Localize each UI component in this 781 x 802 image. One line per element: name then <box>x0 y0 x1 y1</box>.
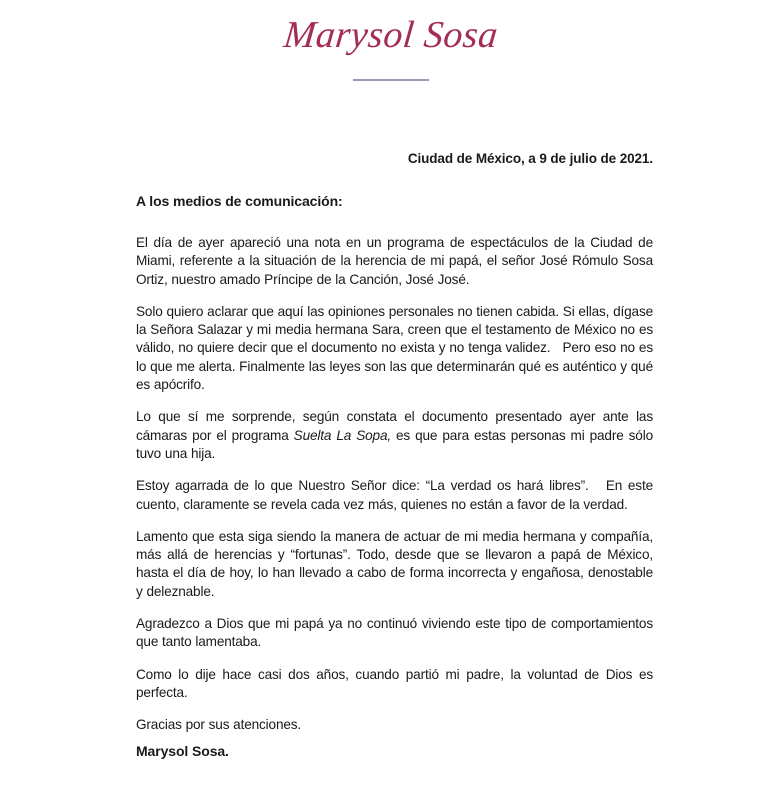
date-line: Ciudad de México, a 9 de julio de 2021. <box>407 151 653 166</box>
paragraph-5: Lamento que esta siga siendo la manera de actuar de mi media hermana y compañía, más allá de herencias y “fortunas”. Todo, desde que se llevaron a papá de México, hasta el día de hoy, lo han llevado a cabo de forma incorrecta y engañosa, denostable y deleznable. <box>136 528 657 599</box>
letterhead-name: Marysol Sosa <box>281 14 500 56</box>
paragraph-2: Solo quiero aclarar que aquí las opiniones personales no tienen cabida. Si ellas, dígase la Señora Salazar y mi media hermana Sara, creen que el testamento de México no es válido, no quiere decir que el documento no exista y no tenga validez. Pero eso no es lo que me alerta. Finalmente las leyes son las que determinarán qué es auténtico y qué es apócrifo. <box>136 303 657 393</box>
program-name-emphasis: Suelta La Sopa, <box>293 427 391 443</box>
letterhead-divider <box>353 79 429 81</box>
paragraph-1: El día de ayer apareció una nota en un programa de espectáculos de la Ciudad de Miami, referente a la situación de la herencia de mi papá, el señor José Rómulo Sosa Ortiz, nuestro amado Príncipe de la Canción, José José. <box>136 235 657 287</box>
signature-name: Marysol Sosa. <box>136 743 229 759</box>
paragraph-7: Como lo dije hace casi dos años, cuando partió mi padre, la voluntad de Dios es perfecta. <box>136 666 657 700</box>
letterhead <box>0 0 781 81</box>
paragraph-3-text-after: es que para estas personas mi padre sólo tuvo una hija. <box>136 427 657 461</box>
salutation: A los medios de comunicación: <box>136 193 343 209</box>
paragraph-3-text-before: Lo que sí me sorprende, según constata el documento presentado ayer ante las cámaras por el programa <box>136 409 657 443</box>
paragraph-8: Gracias por sus atenciones. <box>136 717 302 733</box>
paragraph-3 <box>136 408 657 463</box>
paragraph-6: Agradezco a Dios que mi papá ya no continuó viviendo este tipo de comportamientos que tanto lamentaba. <box>136 616 657 650</box>
paragraph-4: Estoy agarrada de lo que Nuestro Señor dice: “La verdad os hará libres”. En este cuento, claramente se revela cada vez más, quienes no están a favor de la verdad. <box>136 478 657 512</box>
letter-body <box>136 150 657 735</box>
